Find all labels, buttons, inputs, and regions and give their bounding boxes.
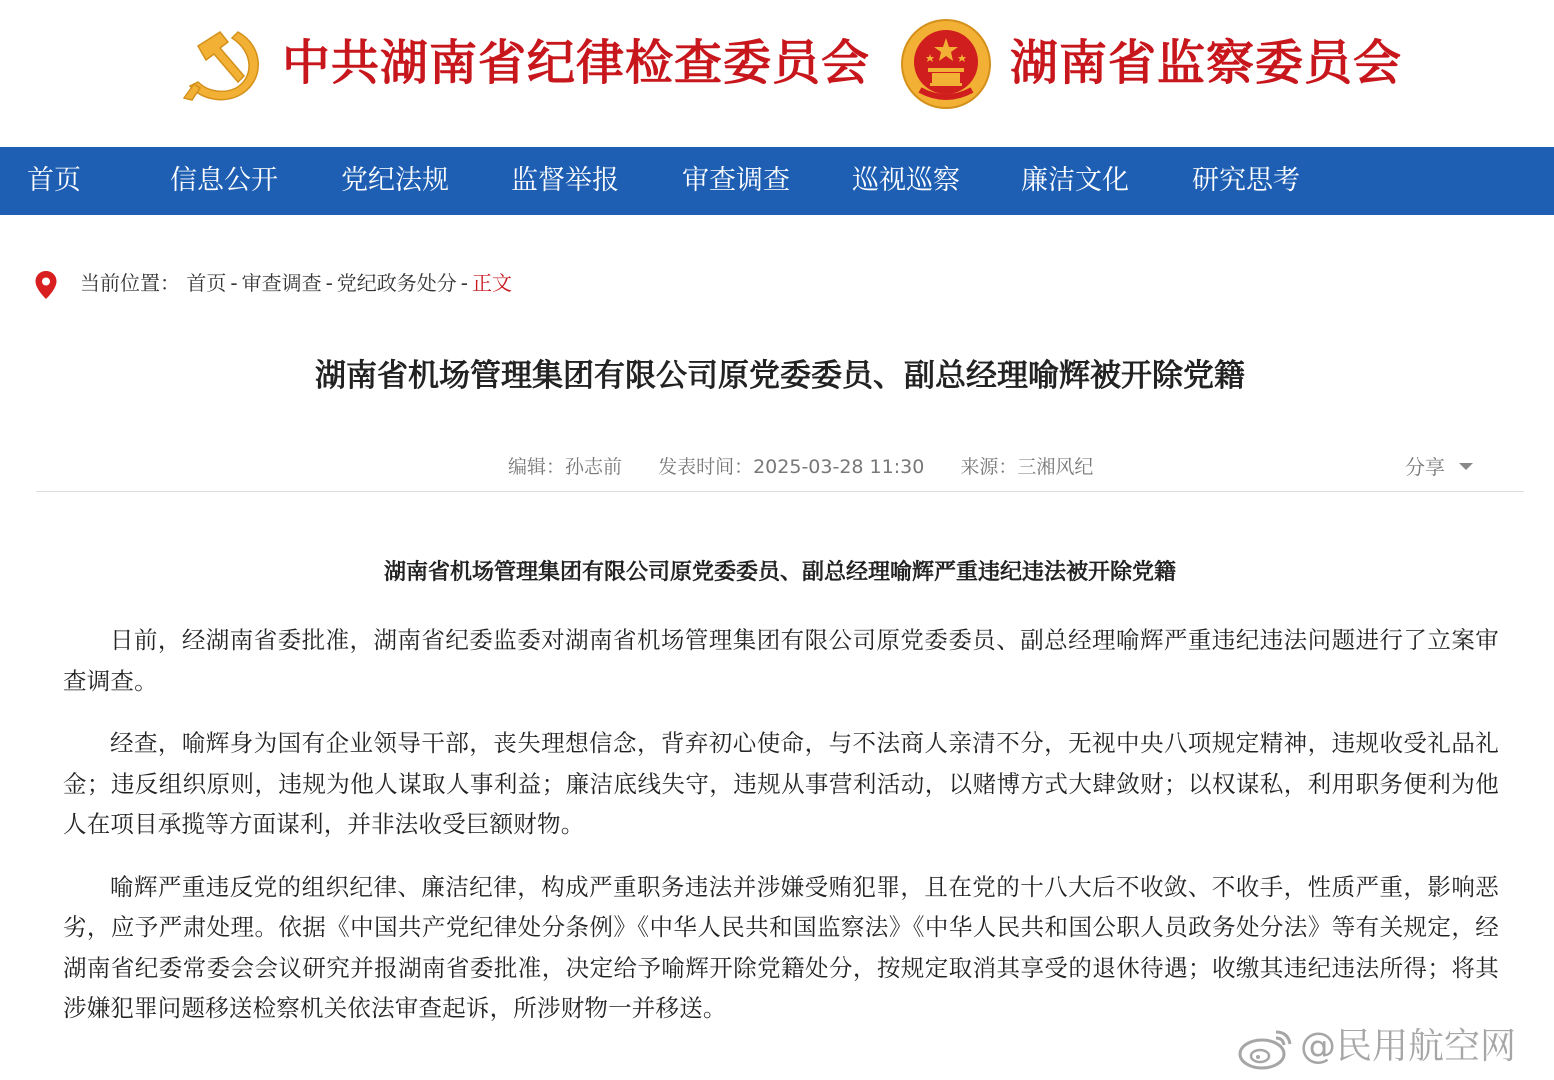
weibo-icon [1236,1026,1294,1070]
chevron-down-icon [1459,463,1473,470]
nav-item-integrity[interactable]: 廉洁文化 [1021,165,1129,196]
publish-time-info [658,456,924,478]
ccdi-title: 中共湖南省纪律检查委员会 [282,35,871,91]
article-meta [508,452,1123,482]
breadcrumb-separator: - [460,271,469,295]
editor-label: 编辑： [508,456,566,478]
article-subtitle: 湖南省机场管理集团有限公司原党委委员、副总经理喻辉严重违纪违法被开除党籍 [383,560,1176,585]
nav-item-inspection[interactable]: 巡视巡察 [852,165,960,196]
nav-item-home[interactable]: 首页 [27,165,81,196]
breadcrumb-investigation[interactable]: 审查调查 [241,271,322,295]
publish-time-label: 发表时间： [658,456,754,478]
jcw-title: 湖南省监察委员会 [1010,35,1403,91]
source-label: 来源： [960,456,1018,478]
watermark-text: @民用航空网 [1300,1026,1517,1067]
nav-item-research[interactable]: 研究思考 [1192,165,1300,196]
breadcrumb-home[interactable]: 首页 [186,271,227,295]
editor-name: 孙志前 [565,456,623,478]
breadcrumb-prefix: 当前位置： [80,271,180,295]
article-paragraph: 喻辉严重违反党的组织纪律、廉洁纪律，构成严重职务违法并涉嫌受贿犯罪，且在党的十八大后不收敛、不收手，性质严重，影响恶劣，应予严肃处理。依据《中国共产党纪律处分条例》《中华人民共和国监察法》《中华人民共和国公职人员政务处分法》等有关规定，经湖南省纪委常委会会议研究并报湖南省委批准，决定给予喻辉开除党籍处分，按规定取消其享受的退休待遇；收缴其违纪违法所得；将其涉嫌犯罪问题移送检察机关依法审查起诉，所涉财物一并移送。 [63,872,1499,1022]
source-name: 三湘风纪 [1017,456,1094,478]
source-info [960,456,1093,478]
article-paragraph: 日前，经湖南省委批准，湖南省纪委监委对湖南省机场管理集团有限公司原党委委员、副总经理喻辉严重违纪违法问题进行了立案审查调查。 [63,626,1499,695]
main-nav [0,147,1554,215]
editor-info [508,456,622,478]
share-label: 分享 [1405,455,1445,479]
share-button[interactable] [1405,452,1473,482]
article-title: 湖南省机场管理集团有限公司原党委委员、副总经理喻辉被开除党籍 [315,358,1245,394]
article-body [63,620,1499,1051]
article-paragraph: 经查，喻辉身为国有企业领导干部，丧失理想信念，背弃初心使命，与不法商人亲清不分，无视中央八项规定精神，违规收受礼品礼金；违反组织原则，违规为他人谋取人事利益；廉洁底线失守，违规从事营利活动，以赌博方式大肆敛财；以权谋私，利用职务便利为他人在项目承揽等方面谋利，并非法收受巨额财物。 [63,729,1499,838]
breadcrumb [34,266,512,300]
nav-item-report[interactable]: 监督举报 [511,165,619,196]
national-emblem-icon [900,18,992,110]
divider [36,491,1524,492]
watermark [1236,1022,1516,1072]
party-emblem-icon [180,24,268,104]
location-pin-icon [34,270,58,300]
nav-item-party-rules[interactable]: 党纪法规 [341,165,449,196]
nav-item-info-public[interactable]: 信息公开 [170,165,278,196]
breadcrumb-current: 正文 [472,271,513,295]
breadcrumb-separator: - [230,271,238,295]
breadcrumb-discipline[interactable]: 党纪政务处分 [336,271,457,295]
publish-time: 2025-03-28 11:30 [753,456,925,478]
nav-item-investigation[interactable]: 审查调查 [682,165,790,196]
site-header [0,0,1554,147]
breadcrumb-separator: - [325,271,333,295]
